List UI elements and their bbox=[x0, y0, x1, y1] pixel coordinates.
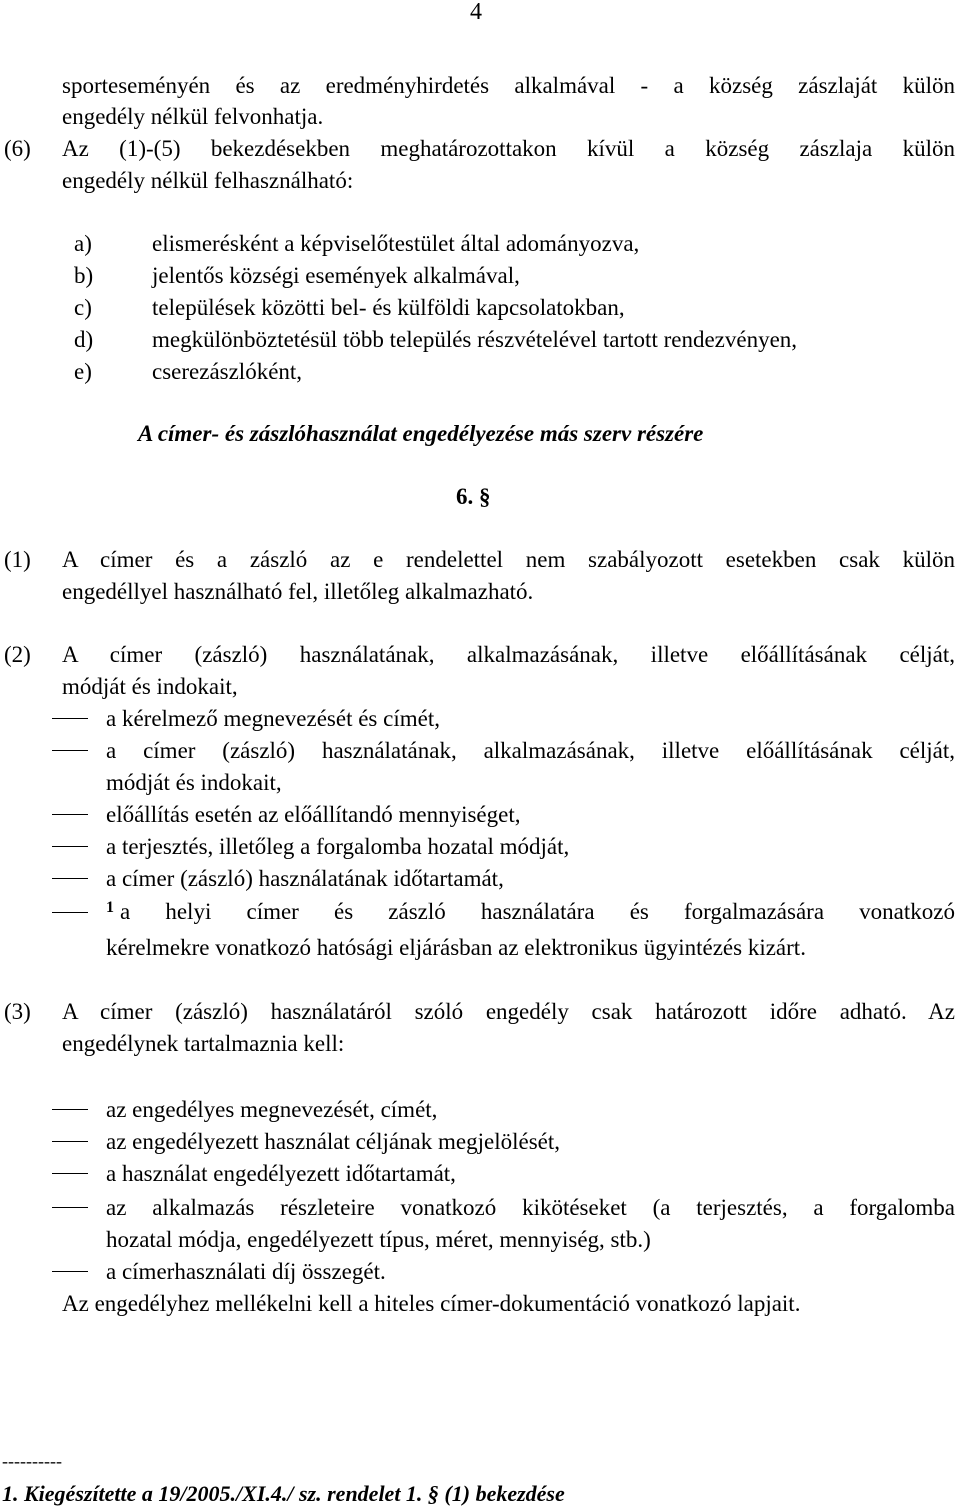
dash-list-item-cont: kérelmekre vonatkozó hatósági eljárásban az elektronikus ügyintézés kizárt. bbox=[106, 935, 806, 960]
paragraph-text: engedély nélkül felvonhatja. bbox=[62, 104, 324, 129]
paragraph-text: Az (1)-(5) bekezdésekben meghatározottakon kívül a község zászlaja külön bbox=[62, 136, 955, 161]
list-marker: a) bbox=[74, 231, 92, 256]
list-marker: b) bbox=[74, 263, 94, 288]
paragraph-text: A címer (zászló) használatának, alkalmazásának, illetve előállításának célját, bbox=[62, 642, 955, 667]
footnote-rule: ---------- bbox=[2, 1451, 62, 1471]
dash-bullet bbox=[52, 718, 88, 719]
dash-bullet bbox=[52, 1173, 88, 1174]
paragraph-text: módját és indokait, bbox=[62, 674, 238, 699]
dash-bullet bbox=[52, 1207, 88, 1208]
dash-list-item: a használat engedélyezett időtartamát, bbox=[106, 1161, 456, 1186]
dash-bullet bbox=[52, 878, 88, 879]
dash-bullet bbox=[52, 846, 88, 847]
dash-list-item-cont: módját és indokait, bbox=[106, 770, 282, 795]
dash-bullet bbox=[52, 1271, 88, 1272]
paragraph-number: (6) bbox=[4, 136, 31, 161]
paragraph-text: A címer (zászló) használatáról szóló engedély csak határozott időre adható. Az bbox=[62, 999, 955, 1024]
list-marker: c) bbox=[74, 295, 92, 320]
paragraph-number: (2) bbox=[4, 642, 31, 667]
paragraph-text: engedéllyel használható fel, illetőleg alkalmazható. bbox=[62, 579, 534, 604]
paragraph-number: (1) bbox=[4, 547, 31, 572]
list-marker: d) bbox=[74, 327, 94, 352]
dash-bullet bbox=[52, 1141, 88, 1142]
paragraph-number: (3) bbox=[4, 999, 31, 1024]
list-item: elismerésként a képviselőtestület által adományozva, bbox=[152, 231, 640, 256]
page-number: 4 bbox=[470, 0, 482, 25]
dash-list-item-footnoted bbox=[106, 900, 955, 923]
paragraph-text: engedélynek tartalmaznia kell: bbox=[62, 1031, 345, 1056]
list-item: jelentős községi események alkalmával, bbox=[152, 263, 520, 288]
section-number: 6. § bbox=[456, 484, 491, 509]
dash-list-item: előállítás esetén az előállítandó mennyiséget, bbox=[106, 802, 521, 827]
list-item: megkülönböztetésül több település részvételével tartott rendezvényen, bbox=[152, 327, 798, 352]
paragraph-text: Az engedélyhez mellékelni kell a hiteles címer-dokumentáció vonatkozó lapjait. bbox=[62, 1291, 801, 1316]
list-item: cserezászlóként, bbox=[152, 359, 303, 384]
list-marker: e) bbox=[74, 359, 92, 384]
footnote-marker: 1 bbox=[106, 899, 114, 916]
dash-list-item-cont: hozatal módja, engedélyezett típus, méret, mennyiség, stb.) bbox=[106, 1227, 651, 1252]
dash-list-item: a címer (zászló) használatának időtartamát, bbox=[106, 866, 504, 891]
dash-bullet bbox=[52, 750, 88, 751]
section-heading: A címer- és zászlóhasználat engedélyezése más szerv részére bbox=[138, 421, 704, 446]
paragraph-text: A címer és a zászló az e rendelettel nem szabályozott esetekben csak külön bbox=[62, 547, 955, 572]
dash-list-item: a kérelmező megnevezését és címét, bbox=[106, 706, 440, 731]
dash-bullet bbox=[52, 912, 88, 913]
footnote-text: 1. Kiegészítette a 19/2005./XI.4./ sz. rendelet 1. § (1) bekezdése bbox=[2, 1481, 565, 1506]
dash-list-item: a helyi címer és zászló használatára és forgalmazására vonatkozó bbox=[120, 899, 955, 924]
dash-bullet bbox=[52, 1109, 88, 1110]
dash-bullet bbox=[52, 814, 88, 815]
dash-list-item: az engedélyes megnevezését, címét, bbox=[106, 1097, 438, 1122]
list-item: települések közötti bel- és külföldi kapcsolatokban, bbox=[152, 295, 625, 320]
paragraph-text: sporteseményén és az eredményhirdetés alkalmával - a község zászlaját külön bbox=[62, 73, 955, 98]
dash-list-item: a címerhasználati díj összegét. bbox=[106, 1259, 386, 1284]
dash-list-item: az engedélyezett használat céljának megjelölését, bbox=[106, 1129, 561, 1154]
dash-list-item: a terjesztés, illetőleg a forgalomba hozatal módját, bbox=[106, 834, 570, 859]
dash-list-item: az alkalmazás részleteire vonatkozó kikötéseket (a terjesztés, a forgalomba bbox=[106, 1195, 955, 1220]
dash-list-item: a címer (zászló) használatának, alkalmazásának, illetve előállításának célját, bbox=[106, 738, 955, 763]
paragraph-text: engedély nélkül felhasználható: bbox=[62, 168, 354, 193]
